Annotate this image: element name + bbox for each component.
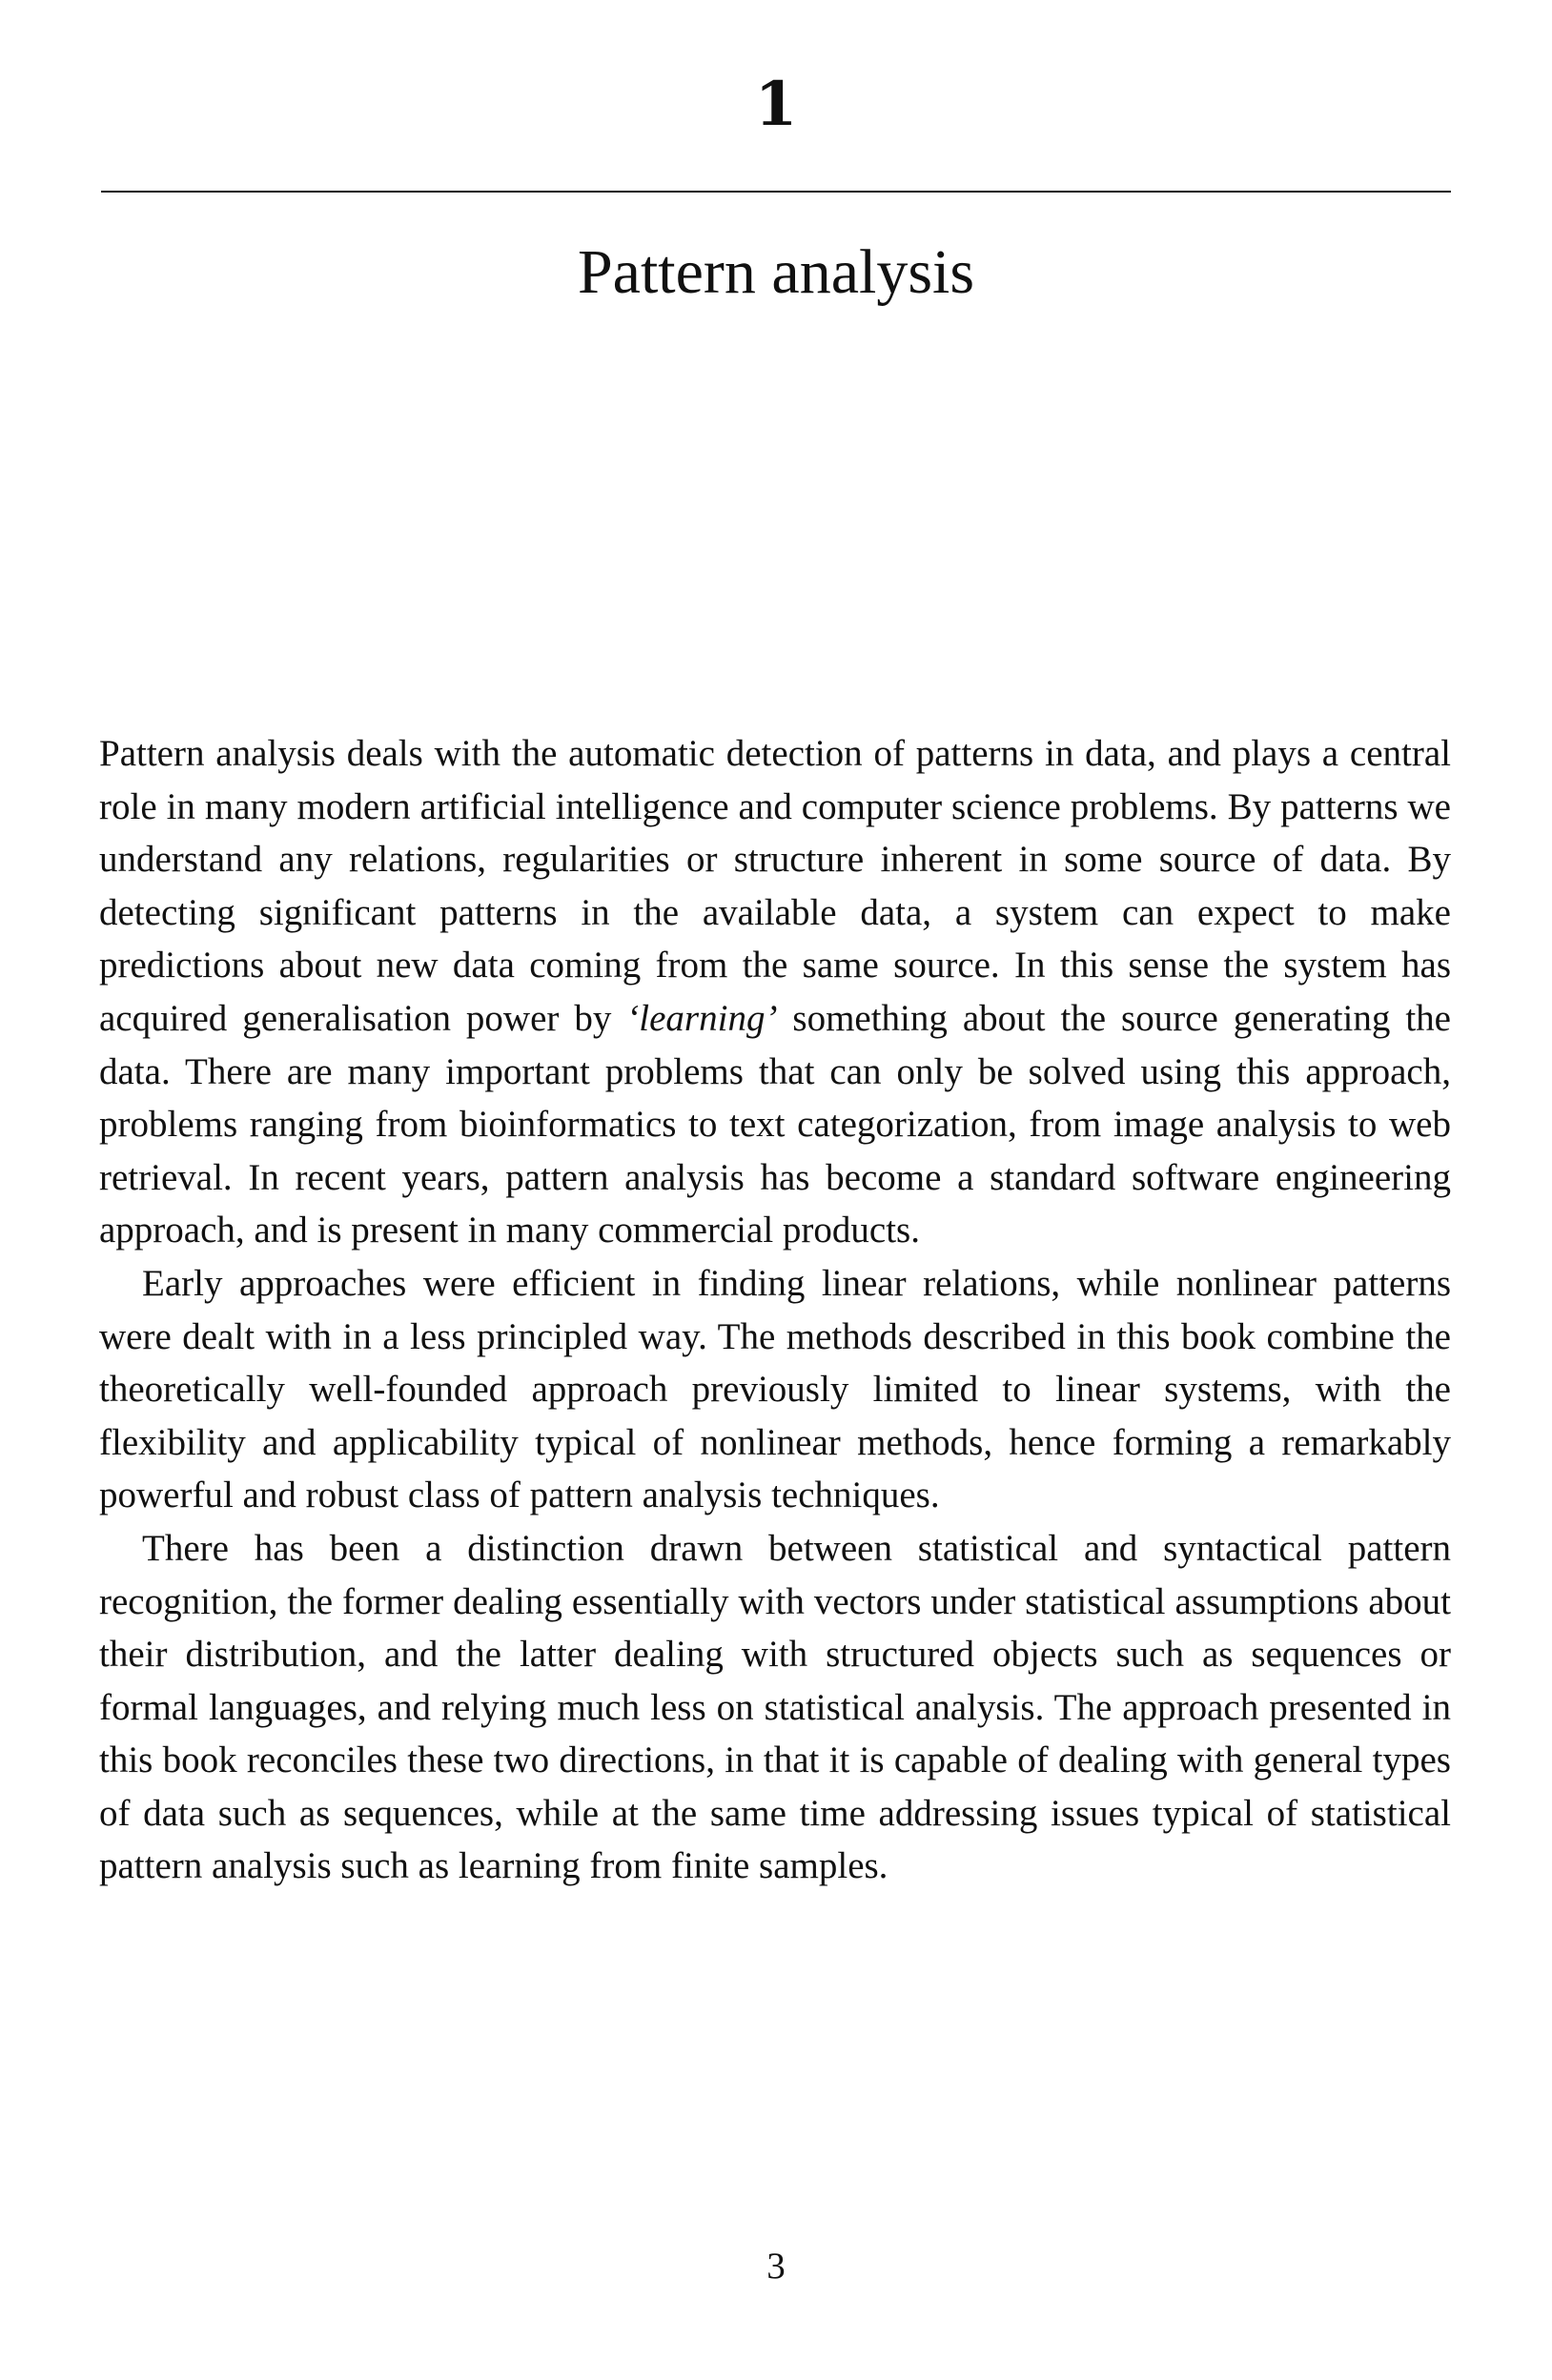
chapter-body [99,727,1451,1893]
paragraph-2: Early approaches were efficient in finding linear relations, while nonlinear patterns were dealt with in a less principled way. The methods described in this book combine the theoretically well-founded approach previously limited to linear systems, with the flexibility and applicability typical of nonlinear methods, hence forming a remarkably powerful and robust class of pattern analysis techniques. [99,1262,1451,1516]
paragraph-3: There has been a distinction drawn between statistical and syntactical pattern recognition, the former dealing essentially with vectors under statistical assumptions about their distribution, and the latter dealing with structured objects such as sequences or formal languages, and relying much less on statistical analysis. The approach presented in this book reconciles these two directions, in that it is capable of dealing with general types of data such as sequences, while at the same time addressing issues typical of statistical pattern analysis such as learning from finite samples. [99,1527,1451,1887]
chapter-title: Pattern analysis [577,237,975,307]
chapter-number: 1 [754,69,798,140]
header-rule [101,191,1451,193]
paragraph-1-text-after: something about the source generating the data. There are many important problems that can only be solved using this approach, problems ranging from bioinformatics to text categorization, from image analysis to web retrieval. In recent years, pattern analysis has become a standard software engineering approach, and is present in many commercial products. [99,997,1451,1251]
paragraph-1 [99,727,1451,1257]
page-number: 3 [766,2246,786,2287]
emphasized-term-learning: ‘learning’ [626,997,778,1039]
paragraph-1-text-before: Pattern analysis deals with the automatic detection of patterns in data, and plays a central role in many modern artificial intelligence and computer science problems. By patterns we understand any relations, regularities or structure inherent in some source of data. By detecting significant patterns in the available data, a system can expect to make predictions about new data coming from the same source. In this sense the system has acquired generalisation power by [99,733,1451,1039]
